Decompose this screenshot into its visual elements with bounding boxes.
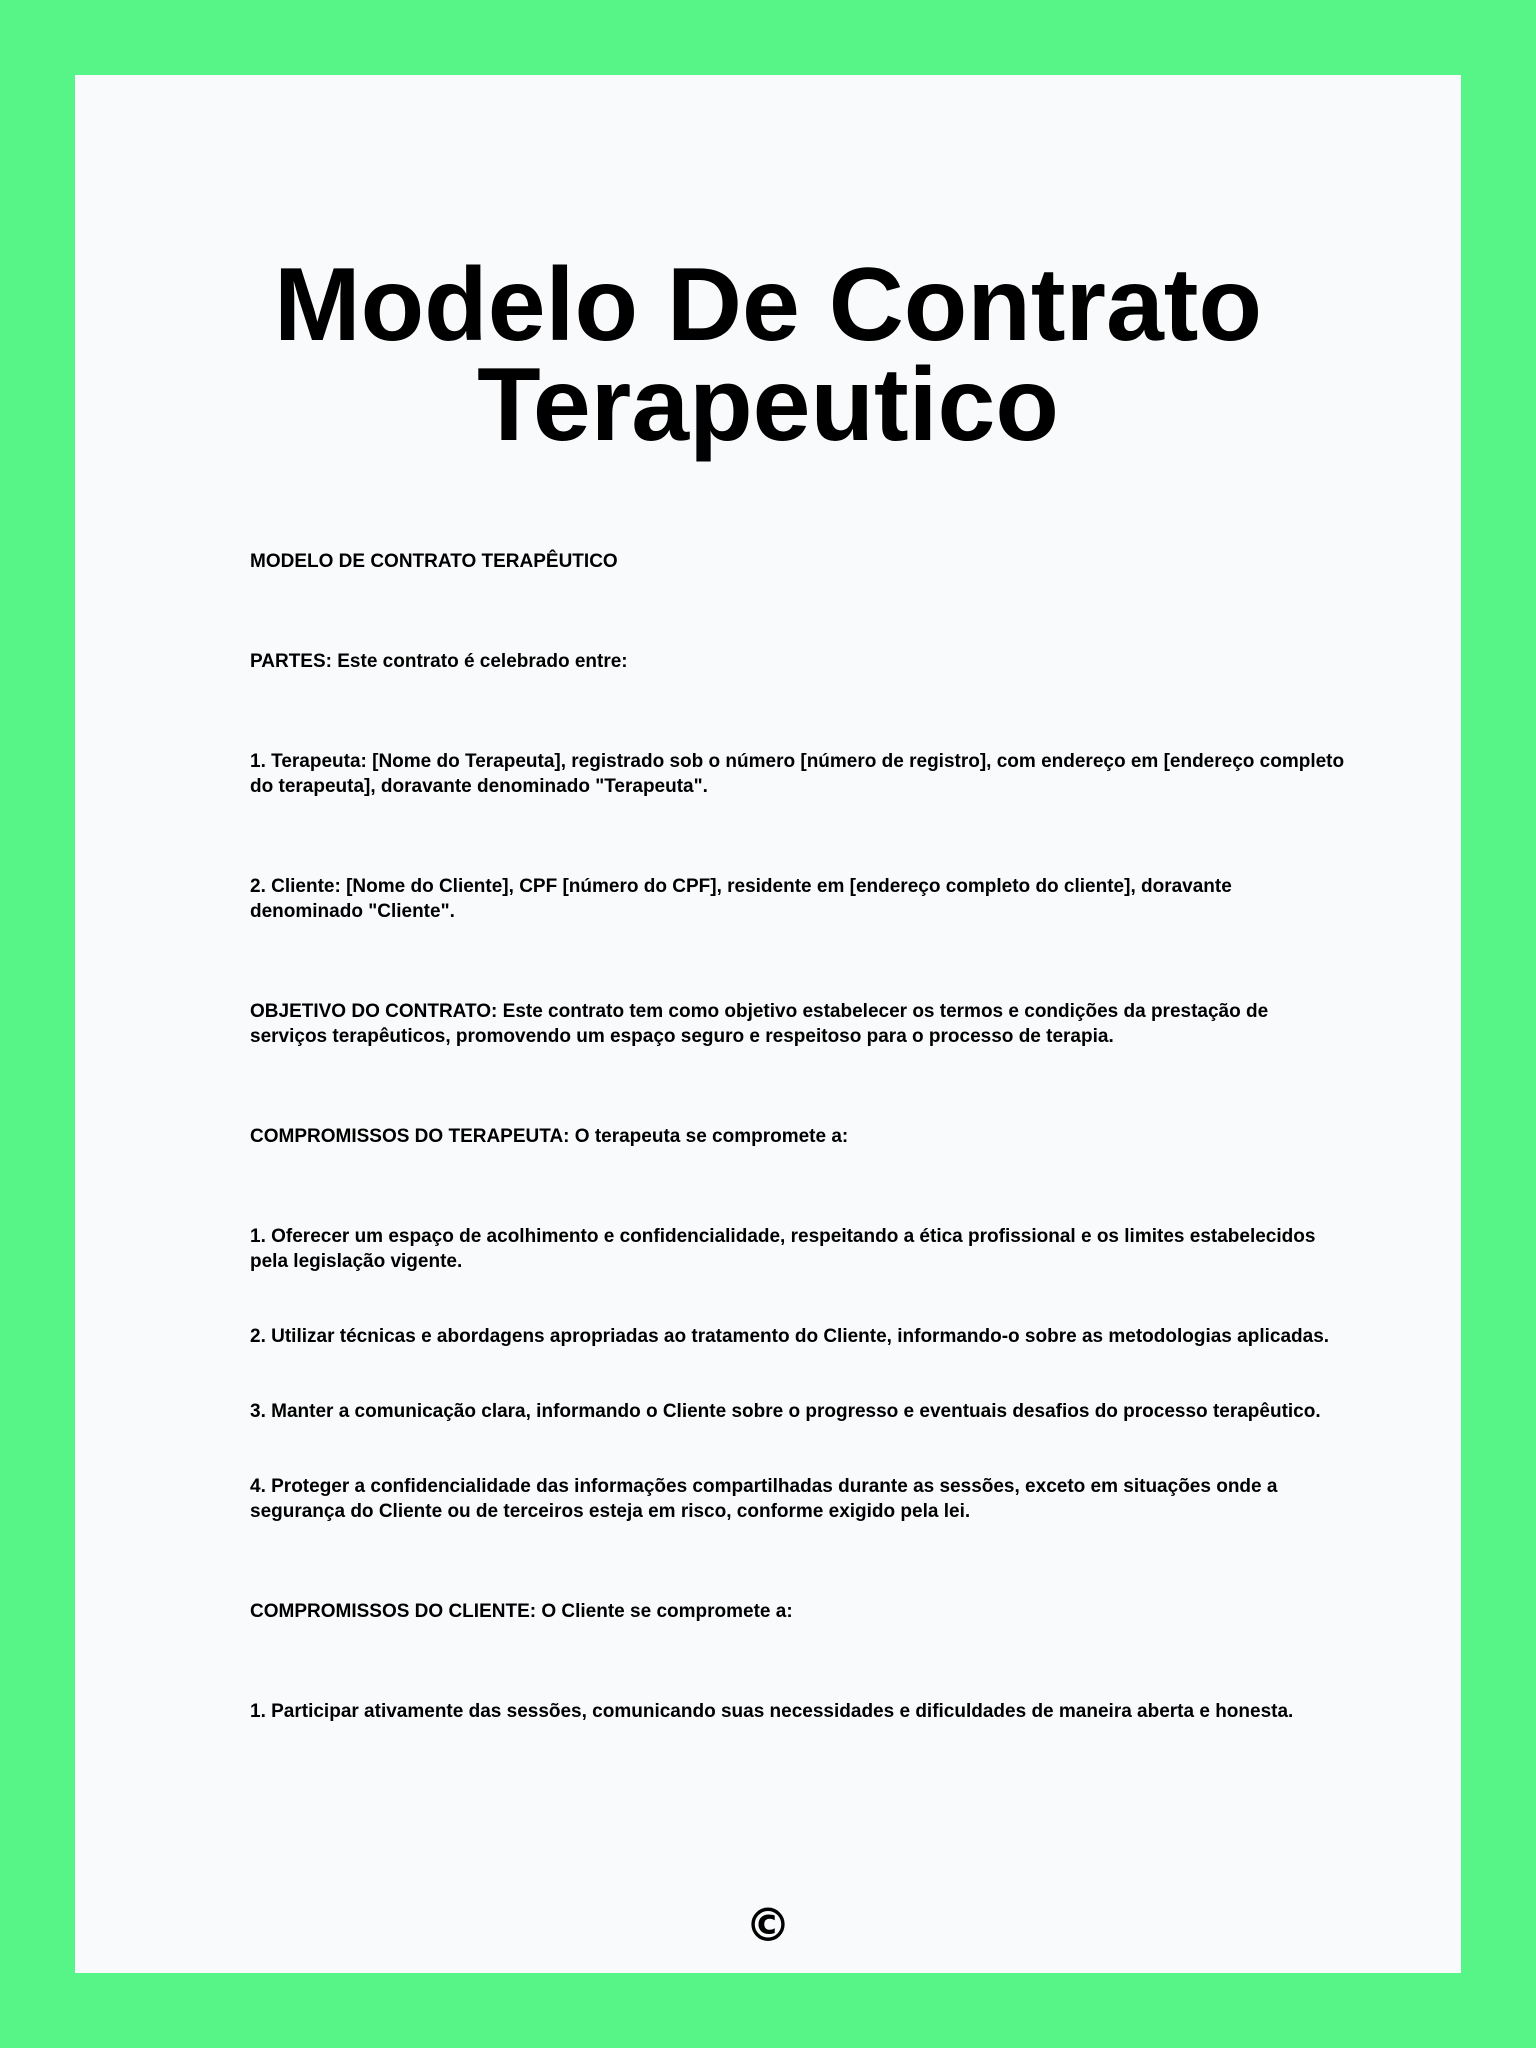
therapist-commitment-item: 4. Proteger a confidencialidade das informações compartilhadas durante as sessões, exceto em situações onde a segurança do Cliente ou de terceiros esteja em risco, conforme exigido pela lei. bbox=[250, 1476, 1278, 1522]
title-line-2: Terapeutico bbox=[477, 347, 1059, 463]
contract-heading: MODELO DE CONTRATO TERAPÊUTICO bbox=[250, 551, 618, 572]
client-commitments-heading: COMPROMISSOS DO CLIENTE: O Cliente se compromete a: bbox=[250, 1601, 793, 1622]
therapist-commitment-item: 1. Oferecer um espaço de acolhimento e confidencialidade, respeitando a ética profissional e os limites estabelecidos pela legislação vigente. bbox=[250, 1226, 1316, 1272]
therapist-commitment-item: 2. Utilizar técnicas e abordagens apropriadas ao tratamento do Cliente, informando-o sobre as metodologias aplicadas. bbox=[250, 1326, 1330, 1347]
client-commitment-item: 1. Participar ativamente das sessões, comunicando suas necessidades e dificuldades de maneira aberta e honesta. bbox=[250, 1701, 1294, 1722]
document-title bbox=[75, 247, 1461, 463]
therapist-commitment-item: 3. Manter a comunicação clara, informando o Cliente sobre o progresso e eventuais desafios do processo terapêutico. bbox=[250, 1401, 1321, 1422]
copyright-icon: © bbox=[745, 1898, 791, 1952]
parties-heading: PARTES: Este contrato é celebrado entre: bbox=[250, 651, 628, 672]
document-body bbox=[250, 549, 1350, 1724]
party-therapist: 1. Terapeuta: [Nome do Terapeuta], registrado sob o número [número de registro], com endereço em [endereço completo do terapeuta], doravante denominado "Terapeuta". bbox=[250, 751, 1345, 797]
party-client: 2. Cliente: [Nome do Cliente], CPF [número do CPF], residente em [endereço completo do cliente], doravante denominado "Cliente". bbox=[250, 876, 1232, 922]
document-page bbox=[75, 75, 1461, 1973]
therapist-commitments-heading: COMPROMISSOS DO TERAPEUTA: O terapeuta se compromete a: bbox=[250, 1126, 849, 1147]
title-line-1: Modelo De Contrato bbox=[274, 247, 1262, 363]
contract-objective: OBJETIVO DO CONTRATO: Este contrato tem como objetivo estabelecer os termos e condições da prestação de serviços terapêuticos, promovendo um espaço seguro e respeitoso para o processo de terapia. bbox=[250, 1001, 1269, 1047]
